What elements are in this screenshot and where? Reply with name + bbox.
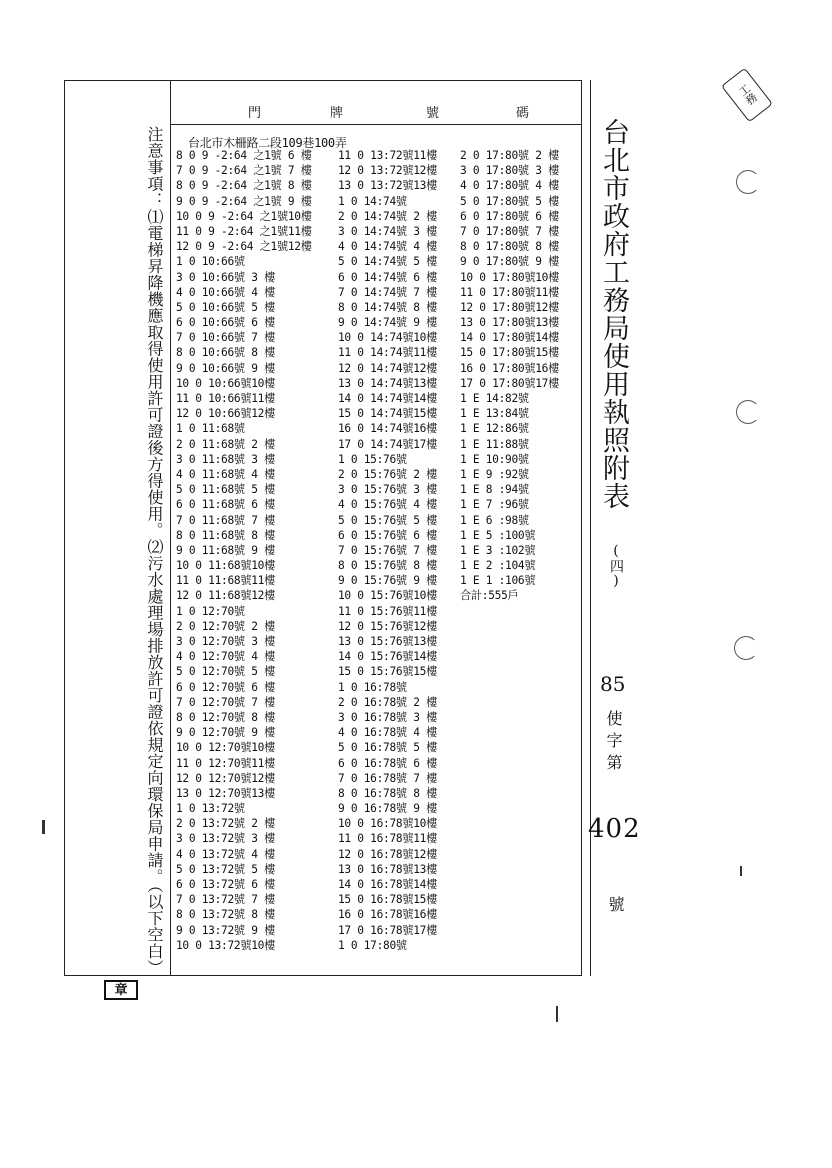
document-title-suffix: (四) bbox=[608, 543, 624, 589]
address-row: 10 0 11:68號10樓 bbox=[176, 559, 276, 573]
binding-hole-icon bbox=[736, 170, 760, 194]
address-row: 13 0 16:78號13樓 bbox=[338, 862, 438, 876]
address-row: 17 0 17:80號17樓 bbox=[460, 376, 560, 390]
address-row: 11 0 14:74號11樓 bbox=[338, 346, 438, 360]
address-row: 合計:555戶 bbox=[460, 589, 519, 603]
address-row: 2 0 13:72號 2 樓 bbox=[176, 817, 276, 831]
address-row: 6 0 12:70號 6 樓 bbox=[176, 680, 276, 694]
address-row: 8 0 10:66號 8 樓 bbox=[176, 346, 276, 360]
address-row: 6 0 17:80號 6 樓 bbox=[460, 209, 560, 223]
address-row: 7 0 14:74號 7 樓 bbox=[338, 285, 438, 299]
address-row: 1 0 12:70號 bbox=[176, 604, 245, 618]
address-row: 10 0 13:72號10樓 bbox=[176, 938, 276, 952]
address-column-2 bbox=[338, 148, 437, 953]
address-row: 13 0 14:74號13樓 bbox=[338, 376, 438, 390]
address-row: 13 0 12:70號13樓 bbox=[176, 786, 276, 800]
address-row: 12 0 13:72號12樓 bbox=[338, 164, 438, 178]
address-row: 1 E 8 :94號 bbox=[460, 483, 529, 497]
address-row: 3 0 14:74號 3 樓 bbox=[338, 224, 438, 238]
address-row: 1 E 12:86號 bbox=[460, 422, 529, 436]
address-row: 4 0 16:78號 4 樓 bbox=[338, 726, 438, 740]
address-row: 6 0 11:68號 6 樓 bbox=[176, 498, 276, 512]
address-row: 12 0 9 -2:64 之1號12樓 bbox=[176, 240, 312, 254]
address-row: 17 0 16:78號17樓 bbox=[338, 923, 438, 937]
address-row: 12 0 14:74號12樓 bbox=[338, 361, 438, 375]
address-row: 9 0 16:78號 9 樓 bbox=[338, 802, 438, 816]
address-row: 17 0 14:74號17樓 bbox=[338, 437, 438, 451]
address-row: 11 0 15:76號11樓 bbox=[338, 604, 438, 618]
address-row: 16 0 14:74號16樓 bbox=[338, 422, 438, 436]
address-row: 2 0 14:74號 2 樓 bbox=[338, 209, 438, 223]
address-column-3 bbox=[460, 148, 559, 604]
address-row: 3 0 16:78號 3 樓 bbox=[338, 710, 438, 724]
address-row: 1 E 3 :102號 bbox=[460, 543, 536, 557]
address-row: 6 0 15:76號 6 樓 bbox=[338, 528, 438, 542]
table-header bbox=[170, 100, 570, 122]
header-col-c: 號 bbox=[426, 106, 442, 121]
address-row: 3 0 11:68號 3 樓 bbox=[176, 452, 276, 466]
address-row: 12 0 15:76號12樓 bbox=[338, 619, 438, 633]
address-row: 9 0 13:72號 9 樓 bbox=[176, 923, 276, 937]
address-row: 16 0 16:78號16樓 bbox=[338, 908, 438, 922]
address-row: 10 0 17:80號10樓 bbox=[460, 270, 560, 284]
scan-speck bbox=[556, 1006, 558, 1022]
address-row: 1 0 17:80號 bbox=[338, 938, 407, 952]
address-row: 5 0 15:76號 5 樓 bbox=[338, 513, 438, 527]
address-row: 15 0 14:74號15樓 bbox=[338, 407, 438, 421]
address-row: 2 0 11:68號 2 樓 bbox=[176, 437, 276, 451]
address-row: 15 0 15:76號15樓 bbox=[338, 665, 438, 679]
address-row: 4 0 13:72號 4 樓 bbox=[176, 847, 276, 861]
address-row: 1 E 14:82號 bbox=[460, 392, 529, 405]
address-row: 11 0 10:66號11樓 bbox=[176, 392, 276, 405]
address-row: 1 0 13:72號 bbox=[176, 802, 245, 816]
address-row: 6 0 13:72號 6 樓 bbox=[176, 878, 276, 891]
address-row: 11 0 12:70號11樓 bbox=[176, 756, 276, 770]
binding-hole-icon bbox=[734, 636, 758, 660]
address-row: 6 0 16:78號 6 樓 bbox=[338, 756, 438, 770]
address-row: 5 0 17:80號 5 樓 bbox=[460, 194, 560, 208]
address-row: 5 0 13:72號 5 樓 bbox=[176, 862, 276, 876]
address-row: 7 0 9 -2:64 之1號 7 樓 bbox=[176, 164, 312, 178]
address-row: 11 0 9 -2:64 之1號11樓 bbox=[176, 224, 312, 238]
page-mark: 章 bbox=[104, 980, 138, 1000]
address-row: 15 0 16:78號15樓 bbox=[338, 893, 438, 907]
scan-speck bbox=[740, 866, 742, 876]
address-row: 4 0 15:76號 4 樓 bbox=[338, 498, 438, 512]
notes-text: 注意事項：⑴電梯昇降機應取得使用許可證後方得使用。⑵污水處理場排放許可證依規定向環保局申請。（以下空白） bbox=[145, 126, 164, 976]
address-row: 12 0 11:68號12樓 bbox=[176, 589, 276, 603]
address-row: 10 0 12:70號10樓 bbox=[176, 741, 276, 755]
address-row: 1 0 10:66號 bbox=[176, 255, 245, 269]
address-row: 8 0 15:76號 8 樓 bbox=[338, 559, 438, 573]
address-row: 5 0 16:78號 5 樓 bbox=[338, 741, 438, 755]
address-row: 1 0 15:76號 bbox=[338, 452, 407, 466]
address-row: 1 E 5 :100號 bbox=[460, 528, 536, 542]
address-row: 8 0 11:68號 8 樓 bbox=[176, 528, 276, 542]
address-row: 6 0 14:74號 6 樓 bbox=[338, 270, 438, 284]
address-row: 3 0 12:70號 3 樓 bbox=[176, 635, 276, 648]
issue-year: 85 bbox=[600, 672, 626, 696]
address-row: 9 0 12:70號 9 樓 bbox=[176, 726, 276, 740]
address-column-1 bbox=[176, 148, 312, 953]
address-row: 8 0 9 -2:64 之1號 8 樓 bbox=[176, 179, 312, 193]
address-row: 2 0 16:78號 2 樓 bbox=[338, 695, 438, 709]
address-row: 10 0 16:78號10樓 bbox=[338, 817, 438, 831]
address-row: 11 0 16:78號11樓 bbox=[338, 832, 438, 846]
address-row: 11 0 17:80號11樓 bbox=[460, 285, 560, 299]
binding-hole-icon bbox=[736, 400, 760, 424]
address-row: 12 0 12:70號12樓 bbox=[176, 771, 276, 785]
address-row: 2 0 12:70號 2 樓 bbox=[176, 619, 276, 633]
address-row: 1 E 7 :96號 bbox=[460, 498, 529, 512]
address-row: 9 0 11:68號 9 樓 bbox=[176, 543, 276, 557]
address-row: 5 0 14:74號 5 樓 bbox=[338, 255, 438, 269]
address-row: 1 E 13:84號 bbox=[460, 407, 529, 421]
address-row: 7 0 16:78號 7 樓 bbox=[338, 771, 438, 785]
address-row: 10 0 15:76號10樓 bbox=[338, 589, 438, 603]
address-row: 8 0 14:74號 8 樓 bbox=[338, 300, 438, 314]
address-row: 1 E 6 :98號 bbox=[460, 513, 529, 527]
address-row: 10 0 10:66號10樓 bbox=[176, 376, 276, 390]
address-row: 4 0 14:74號 4 樓 bbox=[338, 240, 438, 254]
address-row: 1 E 1 :106號 bbox=[460, 574, 536, 588]
address-row: 1 0 14:74號 bbox=[338, 194, 407, 208]
notes-divider bbox=[170, 80, 171, 976]
address-row: 7 0 11:68號 7 樓 bbox=[176, 513, 276, 527]
address-row: 1 E 9 :92號 bbox=[460, 467, 529, 481]
address-row: 12 0 16:78號12樓 bbox=[338, 847, 438, 861]
scan-speck bbox=[42, 820, 45, 834]
address-row: 4 0 11:68號 4 樓 bbox=[176, 467, 276, 481]
address-row: 7 0 17:80號 7 樓 bbox=[460, 224, 560, 238]
address-row: 2 0 17:80號 2 樓 bbox=[460, 149, 560, 162]
address-row: 9 0 9 -2:64 之1號 9 樓 bbox=[176, 194, 312, 208]
address-row: 2 0 15:76號 2 樓 bbox=[338, 467, 438, 481]
address-row: 12 0 17:80號12樓 bbox=[460, 300, 560, 314]
stamp-text: 工務 bbox=[735, 82, 760, 108]
address-row: 9 0 15:76號 9 樓 bbox=[338, 574, 438, 588]
address-row: 1 0 16:78號 bbox=[338, 680, 407, 694]
address-row: 5 0 12:70號 5 樓 bbox=[176, 665, 276, 679]
address-row: 5 0 10:66號 5 樓 bbox=[176, 300, 276, 314]
address-row: 3 0 13:72號 3 樓 bbox=[176, 832, 276, 846]
address-row: 13 0 15:76號13樓 bbox=[338, 635, 438, 648]
issue-number: 402 bbox=[588, 814, 641, 844]
address-row: 16 0 17:80號16樓 bbox=[460, 361, 560, 375]
address-row: 11 0 11:68號11樓 bbox=[176, 574, 276, 588]
address-row: 3 0 15:76號 3 樓 bbox=[338, 483, 438, 497]
address-row: 3 0 17:80號 3 樓 bbox=[460, 164, 560, 178]
address-row: 1 E 11:88號 bbox=[460, 437, 529, 451]
address-row: 1 E 2 :104號 bbox=[460, 559, 536, 573]
address-row: 13 0 17:80號13樓 bbox=[460, 316, 560, 330]
address-row: 11 0 13:72號11樓 bbox=[338, 149, 438, 162]
header-col-a: 門 bbox=[248, 106, 264, 121]
address-row: 14 0 16:78號14樓 bbox=[338, 878, 438, 891]
address-row: 8 0 12:70號 8 樓 bbox=[176, 710, 276, 724]
address-row: 5 0 11:68號 5 樓 bbox=[176, 483, 276, 497]
address-row: 14 0 14:74號14樓 bbox=[338, 392, 438, 405]
issue-type: 使字第 bbox=[604, 710, 623, 776]
address-row: 14 0 17:80號14樓 bbox=[460, 331, 560, 345]
address-row: 8 0 17:80號 8 樓 bbox=[460, 240, 560, 254]
address-row: 10 0 14:74號10樓 bbox=[338, 331, 438, 345]
address-row: 9 0 17:80號 9 樓 bbox=[460, 255, 560, 269]
address-row: 4 0 17:80號 4 樓 bbox=[460, 179, 560, 193]
address-row: 1 0 11:68號 bbox=[176, 422, 245, 436]
address-row: 7 0 10:66號 7 樓 bbox=[176, 331, 276, 345]
address-row: 1 E 10:90號 bbox=[460, 452, 529, 466]
address-row: 15 0 17:80號15樓 bbox=[460, 346, 560, 360]
address-header: 台北市木柵路二段109巷100弄 bbox=[188, 136, 347, 150]
address-row: 7 0 13:72號 7 樓 bbox=[176, 893, 276, 907]
address-row: 14 0 15:76號14樓 bbox=[338, 650, 438, 664]
header-col-d: 碼 bbox=[516, 106, 532, 121]
address-row: 10 0 9 -2:64 之1號10樓 bbox=[176, 209, 312, 223]
address-row: 3 0 10:66號 3 樓 bbox=[176, 270, 276, 284]
address-row: 9 0 10:66號 9 樓 bbox=[176, 361, 276, 375]
address-row: 8 0 9 -2:64 之1號 6 樓 bbox=[176, 149, 312, 162]
header-divider bbox=[170, 124, 582, 125]
address-row: 8 0 16:78號 8 樓 bbox=[338, 786, 438, 800]
document-title: 台北市政府工務局使用執照附表 bbox=[598, 118, 629, 510]
address-row: 4 0 12:70號 4 樓 bbox=[176, 650, 276, 664]
address-row: 6 0 10:66號 6 樓 bbox=[176, 316, 276, 330]
address-row: 7 0 15:76號 7 樓 bbox=[338, 543, 438, 557]
address-row: 12 0 10:66號12樓 bbox=[176, 407, 276, 421]
address-row: 9 0 14:74號 9 樓 bbox=[338, 316, 438, 330]
issue-suffix: 號 bbox=[606, 896, 625, 912]
header-col-b: 牌 bbox=[330, 106, 346, 121]
address-row: 7 0 12:70號 7 樓 bbox=[176, 695, 276, 709]
address-row: 4 0 10:66號 4 樓 bbox=[176, 285, 276, 299]
department-stamp bbox=[721, 68, 773, 123]
address-row: 8 0 13:72號 8 樓 bbox=[176, 908, 276, 922]
address-row: 13 0 13:72號13樓 bbox=[338, 179, 438, 193]
